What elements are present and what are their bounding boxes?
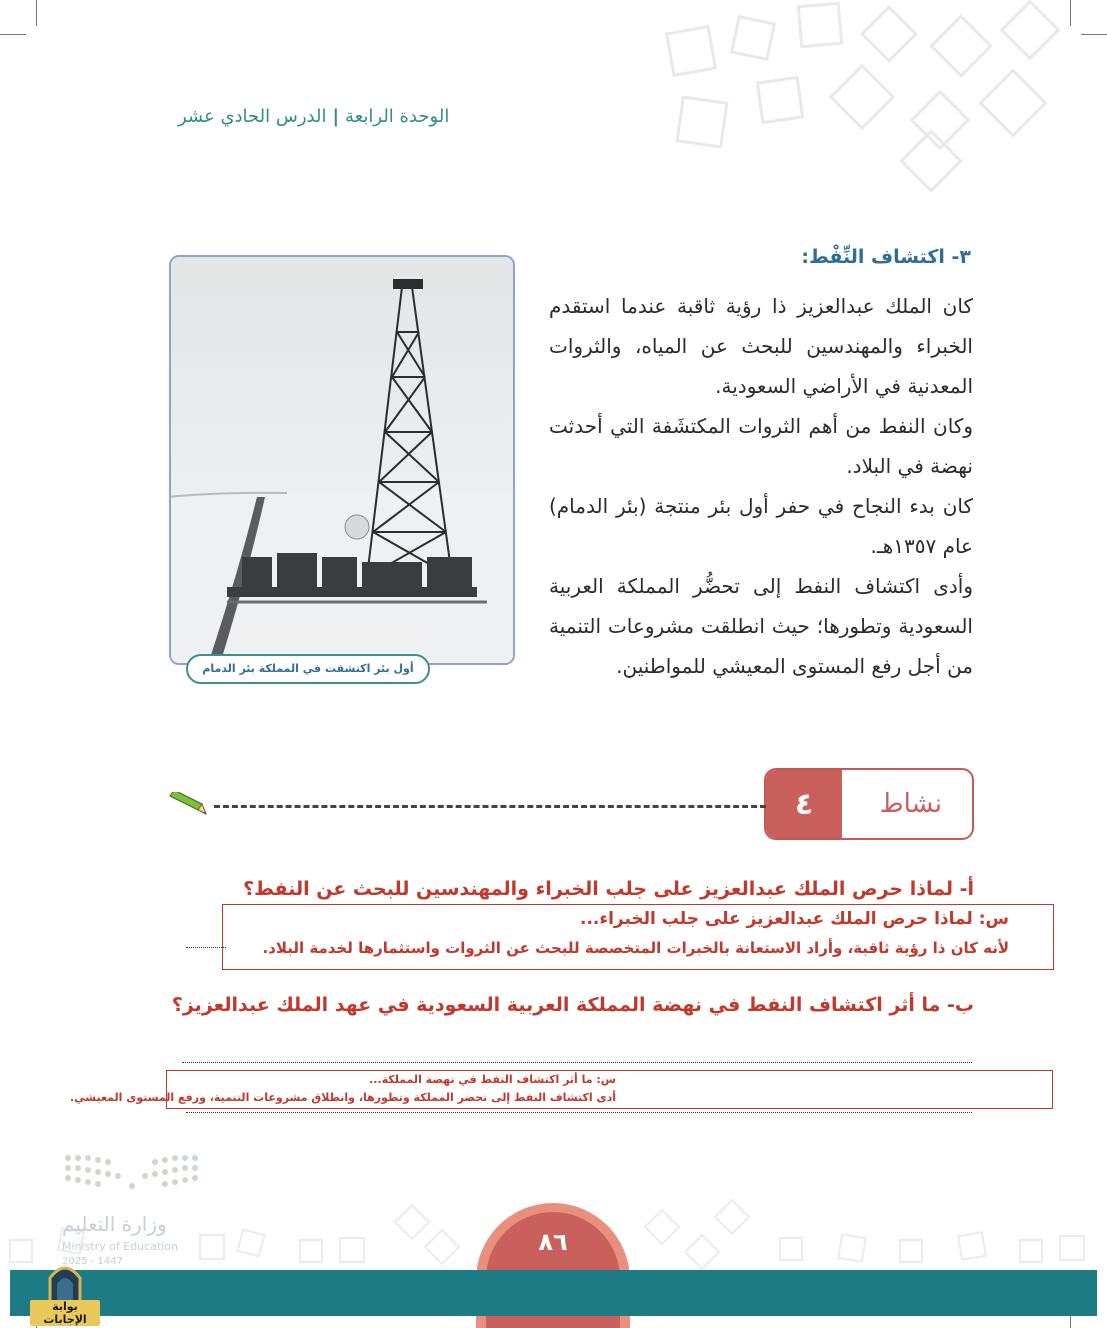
activity-label: نشاط [879, 789, 942, 819]
answer-line [182, 1062, 972, 1063]
photo-caption: أول بئر اكتشفت في المملكة بئر الدمام [186, 654, 430, 684]
ministry-name-en: Ministry of Education [62, 1240, 179, 1253]
oil-rig-illustration [169, 257, 513, 665]
crop-mark [0, 34, 26, 35]
question-b: ب- ما أثر اكتشاف النفط في نهضة المملكة العربية السعودية في عهد الملك عبدالعزيز؟ [171, 994, 974, 1016]
question-a: أ- لماذا حرص الملك عبدالعزيز على جلب الخبراء والمهندسين للبحث عن النفط؟ [243, 878, 974, 900]
ministry-year: 2025 - 1447 [62, 1256, 123, 1267]
footer-band [10, 1270, 1097, 1316]
header-separator: | [332, 106, 340, 127]
pencil-icon [168, 792, 208, 816]
ministry-logo [60, 1150, 210, 1210]
activity-number: ٤ [766, 770, 842, 838]
lesson-title: الدرس الحادي عشر [178, 106, 327, 127]
ministry-name-ar: وزارة التعليم [62, 1212, 167, 1236]
section-body [549, 286, 973, 686]
answer-a-text: لأنه كان ذا رؤية ثاقبة، وأراد الاستعانة بالخبرات المتخصصة للبحث عن الثروات واستثمارها لخدمة البلاد. [262, 939, 1009, 957]
answer-box-b [69, 1070, 1053, 1109]
answer-a-question: س: لماذا حرص الملك عبدالعزيز على جلب الخبراء... [580, 909, 1009, 929]
answer-b-question: س: ما أثر اكتشاف النفط في نهضة المملكة... [369, 1073, 616, 1086]
crop-mark [36, 0, 37, 26]
oil-well-photo [169, 255, 515, 665]
watermark-label: بوابة الإجابات [30, 1300, 100, 1326]
paragraph: وأدى اكتشاف النفط إلى تحضُّر المملكة العربية السعودية وتطورها؛ حيث انطلقت مشروعات التنمية من أجل رفع المستوى المعيشي للمواطنين. [549, 574, 973, 678]
paragraph: وكان النفط من أهم الثروات المكتشَفة التي أحدثت نهضة في البلاد. [549, 414, 973, 478]
paragraph: كان بدء النجاح في حفر أول بئر منتجة (بئر الدمام) عام ١٣٥٧هـ. [549, 494, 973, 558]
activity-badge [764, 768, 974, 840]
unit-title: الوحدة الرابعة [345, 106, 450, 127]
section-heading: ٣- اكتشاف النِّفْط: [801, 246, 971, 268]
paragraph: كان الملك عبدالعزيز ذا رؤية ثاقبة عندما استقدم الخبراء والمهندسين للبحث عن المياه، والثروات المعدنية في الأراضي السعودية. [549, 294, 973, 398]
answer-line [186, 947, 226, 948]
answer-box-a [222, 904, 1054, 970]
unit-lesson-header [178, 106, 478, 127]
dashed-divider [214, 805, 766, 808]
page-number: ٨٦ [538, 1228, 568, 1256]
decorative-pattern [640, 0, 1107, 200]
answer-b-text: أدى اكتشاف النفط إلى تحضر المملكة وتطورها، وانطلاق مشروعات التنمية، ورفع المستوى المعيشي. [69, 1091, 616, 1104]
answer-line [186, 1112, 972, 1113]
